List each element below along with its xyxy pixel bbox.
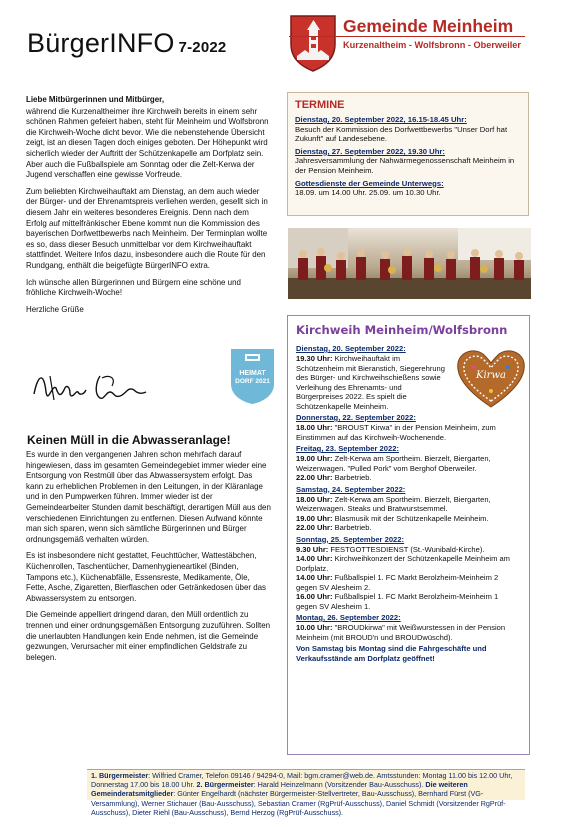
heart-lettering: Kirwa [476, 370, 506, 381]
kirchweih-item [296, 454, 521, 473]
kirchweih-time: 10.00 Uhr: [296, 623, 333, 632]
letter-greeting: Liebe Mitbürgerinnen und Mitbürger, [26, 95, 165, 104]
kirchweih-item [296, 514, 521, 524]
villages-line: Kurzenaltheim - Wolfsbronn - Oberweiler [343, 40, 521, 50]
kirchweih-text: Barbetrieb. [332, 473, 372, 482]
article-paragraph: Die Gemeinde appelliert dringend daran, den Müll ordentlich zu trennen und einer ordnungsgemäßen Entsorgung zuzuführen. Sollten die unerlaubten Handlungen kein Ende nehmen, ist die Gemeinde gezwungen, Verursacher mit einer empfindlichen Geldstrafe zu belegen. [26, 610, 271, 662]
heimat-dorf-badge [230, 348, 275, 405]
kirchweih-text: "BROUDkirwa" mit Weißwurstessen in der Pension Meinheim (mit BROUD'n und BROUDwüschd). [296, 623, 506, 642]
termine-text: Jahresversammlung der Nahwärmegenossenschaft Meinheim in der Pension Meinheim. [295, 156, 515, 175]
footer-label: Die weiteren Gemeinderatsmitglieder [91, 780, 468, 799]
kirchweih-item [296, 554, 521, 573]
kirchweih-day: Montag, 26. September 2022: [296, 613, 401, 622]
kirchweih-closing: Von Samstag bis Montag sind die Fahrgeschäfte und Verkaufsstände am Dorfplatz geöffnet! [296, 644, 487, 663]
title-text: BürgerINFO [27, 28, 175, 58]
article-paragraph: Es wurde in den vergangenen Jahren schon mehrfach darauf hingewiesen, dass im gesamten Gemeindegebiet immer wieder eine Entsorgung von Restmüll über das Abwassersystem erfolgt. Das kann zu erheblichen Problemen in den Leitungen, in der Kläranlage und in den Pumpwerken führen. Immer wieder ist der Gemeindearbeiter Stunden damit beschäftigt, derartigen Müll aus den verschiedenen Einrichtungen zu entfernen. Diesen Aufwand könnte man sich sparen, wenn sich sämtliche Bürgerinnen und Bürger ordnungsgemäß verhalten würden. [26, 450, 271, 544]
page-title [27, 28, 226, 59]
kirchweih-time: 9.30 Uhr: [296, 544, 329, 554]
kirchweih-time: 14.00 Uhr: [296, 554, 333, 563]
footer-info: : Wilfried Cramer, Telefon 09146 / 94294-0, Mail: bgm.cramer@web.de. Amtsstunden: Montag 11.00 bis 12.00 Uhr, Donnerstag 17.00 bis 18.00 Uhr. [91, 771, 513, 790]
kirchweih-text: Kirchweihkonzert der Schützenkapelle Meinheim am Dorfplatz. [296, 554, 510, 573]
article-paragraph: Es ist insbesondere nicht gestattet, Feuchttücher, Wattestäbchen, Küchenrollen, Taschentücher, Damenhygieneartikel (Binden, Tampons etc.), Küchenabfälle, Essensreste, Medikamente, Öle, Fette, Asche, Zigaretten, Bierflaschen oder Getränkedosen über das Abwassersystem zu entsorgen. [26, 551, 267, 603]
badge-text-2: DORF 2021 [235, 378, 270, 385]
kirchweih-item [296, 573, 521, 592]
kirchweih-time: 18.00 Uhr: [296, 423, 333, 432]
kirchweih-day: Sonntag, 25. September 2022: [296, 534, 405, 544]
termine-date: Dienstag, 27. September 2022, 19.30 Uhr: [295, 146, 445, 156]
termine-box [287, 92, 529, 216]
kirchweih-text: Zelt-Kerwa am Sportheim. Bierzelt, Biergarten, Weizenwagen. Steaks und Bratwurstsemmel. [296, 494, 491, 513]
kirchweih-time: 22.00 Uhr: [296, 523, 333, 532]
kirchweih-time: 14.00 Uhr: [296, 573, 333, 582]
kirchweih-item [296, 545, 521, 555]
article-heading: Keinen Müll in die Abwasseranlage! [27, 433, 231, 447]
kirchweih-item [296, 473, 521, 483]
kirchweih-text: Blasmusik mit der Schützenkapelle Meinheim. [332, 513, 489, 523]
termine-entry [295, 115, 521, 144]
kirchweih-text: "BROUST Kirwa" in der Pension Meinheim, zum Einstimmen auf das Kirchweih-Wochenende. [296, 423, 496, 442]
termine-entry [295, 179, 521, 198]
kirchweih-time: 22.00 Uhr: [296, 473, 333, 482]
kirchweih-item [296, 592, 521, 611]
kirchweih-text: Fußballspiel 1. FC Markt Berolzheim-Meinheim 1 gegen SV Alesheim 1. [296, 592, 499, 611]
kirchweih-time: 16.00 Uhr: [296, 592, 333, 601]
footer-text [87, 770, 525, 818]
kirchweih-text: Barbetrieb. [332, 523, 372, 532]
gingerbread-heart [454, 345, 528, 409]
footer-label: 1. Bürgermeister [91, 771, 149, 780]
letter-closing: Herzliche Grüße [26, 304, 84, 314]
footer-info: : Harald Heinzelmann (Vorsitzender Bau-Ausschuss). [253, 780, 424, 790]
kirchweih-heading: Kirchweih Meinheim/Wolfsbronn [296, 323, 508, 337]
termine-date: Dienstag, 20. September 2022, 16.15-18.45 Uhr: [295, 115, 467, 124]
kirchweih-day: Donnerstag, 22. September 2022: [296, 413, 416, 422]
termine-heading: TERMINE [295, 99, 345, 111]
letter-paragraph: Zum beliebten Kirchweihauftakt am Dienstag, an dem auch wieder der Bürger- und der Ehrenamtspreis verliehen werden, gesellt sich in diesem Jahr ein weiteres besonderes Ereignis. Denn nach dem Erfolg auf mittelfränkischer Ebene kommt nun die Kommission des bayerischen Dorfwettbewerbs nach Meinheim. Der Terminplan wollte es so, dass dieser Besuch unmittelbar vor dem Kirchweihauftakt stattfindet. Weitere Infos dazu, insbesondere auch die Route für den Rundgang, enthält die beigefügte BürgerINFO extra. [26, 186, 268, 270]
kirchweih-text: FESTGOTTESDIENST (St.-Wunibald-Kirche). [328, 544, 485, 554]
termine-text: Besuch der Kommission des Dorfwettbewerbs "Unser Dorf hat Zukunft" auf Landesebene. [295, 124, 508, 144]
kirchweih-day: Samstag, 24. September 2022: [296, 484, 406, 494]
band-photo [288, 228, 531, 299]
badge-text-1: HEIMAT [239, 370, 266, 377]
kirchweih-time: 19.00 Uhr: [296, 513, 333, 523]
kirchweih-item [296, 495, 521, 514]
mayor-letter [26, 95, 270, 321]
kirchweih-item [296, 523, 521, 533]
kirchweih-text: Fußballspiel 1. FC Markt Berolzheim-Meinheim 2 gegen SV Alesheim 2. [296, 573, 499, 592]
municipality-name: Gemeinde Meinheim [343, 16, 514, 36]
issue-number: 7-2022 [178, 39, 227, 56]
footer-label: 2. Bürgermeister [196, 780, 254, 790]
signature-image [30, 364, 170, 410]
kirchweih-text: Kirchweihauftakt im Schützenheim mit Bieranstich, Siegerehrung des Bürger- und Kirchweihschießens sowie Verleihung des Ehrenamts- und Bürgerpreises 2022. Es spielt die Schützenkapelle Meinheim. [296, 354, 445, 411]
footer-info: : Günter Engelhardt (nächster Bürgermeister-Stellvertreter, Bau-Ausschuss), Bernhard Fürst (VG-Versammlung), Werner Stichauer (Bau-Ausschuss), Sebastian Cramer (RgPrüf-Ausschuss), Daniel Schmidt (Vorsitzender RgPrüf-Ausschuss), Dieter Riehl (Bau-Ausschuss), Bernd Herzog (RgPrüf-Ausschuss). [91, 789, 506, 817]
kirchweih-time: 19.00 Uhr: [296, 454, 333, 463]
kirchweih-time: 19.30 Uhr: [296, 354, 333, 363]
header-divider [289, 36, 525, 37]
kirchweih-time: 18.00 Uhr: [296, 494, 333, 504]
letter-paragraph: während die Kurzenaltheimer ihre Kirchweih bereits in einem sehr schönen Rahmen gefeiert haben, steht für Meinheim und Wolfsbronn die Kirchweih-Woche dicht bevor. Wie die nebenstehende Übersicht zeigt, ist an diesen Tagen doch einiges geboten. Der Höhepunkt wird sicherlich wieder der Auftritt der Schützenkapelle am Dorfplatz sein. Aber auch die Fußballspiele am Sonntag oder die Zelt-Kerwa der Jugend verschaffen eine gewisse Vorfreude. [26, 106, 269, 180]
article-body [26, 450, 271, 669]
kirchweih-item [296, 354, 448, 411]
termine-text: 18.09. um 14.00 Uhr. 25.09. um 10.30 Uhr. [295, 188, 441, 198]
kirchweih-day: Dienstag, 20. September 2022: [296, 344, 406, 353]
termine-entry [295, 147, 521, 176]
kirchweih-day: Freitag, 23. September 2022: [296, 444, 399, 453]
coat-of-arms-icon [289, 14, 337, 72]
kirchweih-item [296, 623, 521, 642]
kirchweih-item [296, 423, 521, 442]
letter-paragraph: Ich wünsche allen Bürgerinnen und Bürgern eine schöne und fröhliche Kirchweih-Woche! [26, 277, 241, 298]
kirchweih-text: Zelt-Kerwa am Sportheim. Bierzelt, Biergarten, Weizenwagen. "Pulled Pork" vom Berghof Oberweiler. [296, 454, 491, 473]
footer-box [87, 770, 525, 817]
termine-date: Gottesdienste der Gemeinde Unterwegs: [295, 178, 444, 188]
